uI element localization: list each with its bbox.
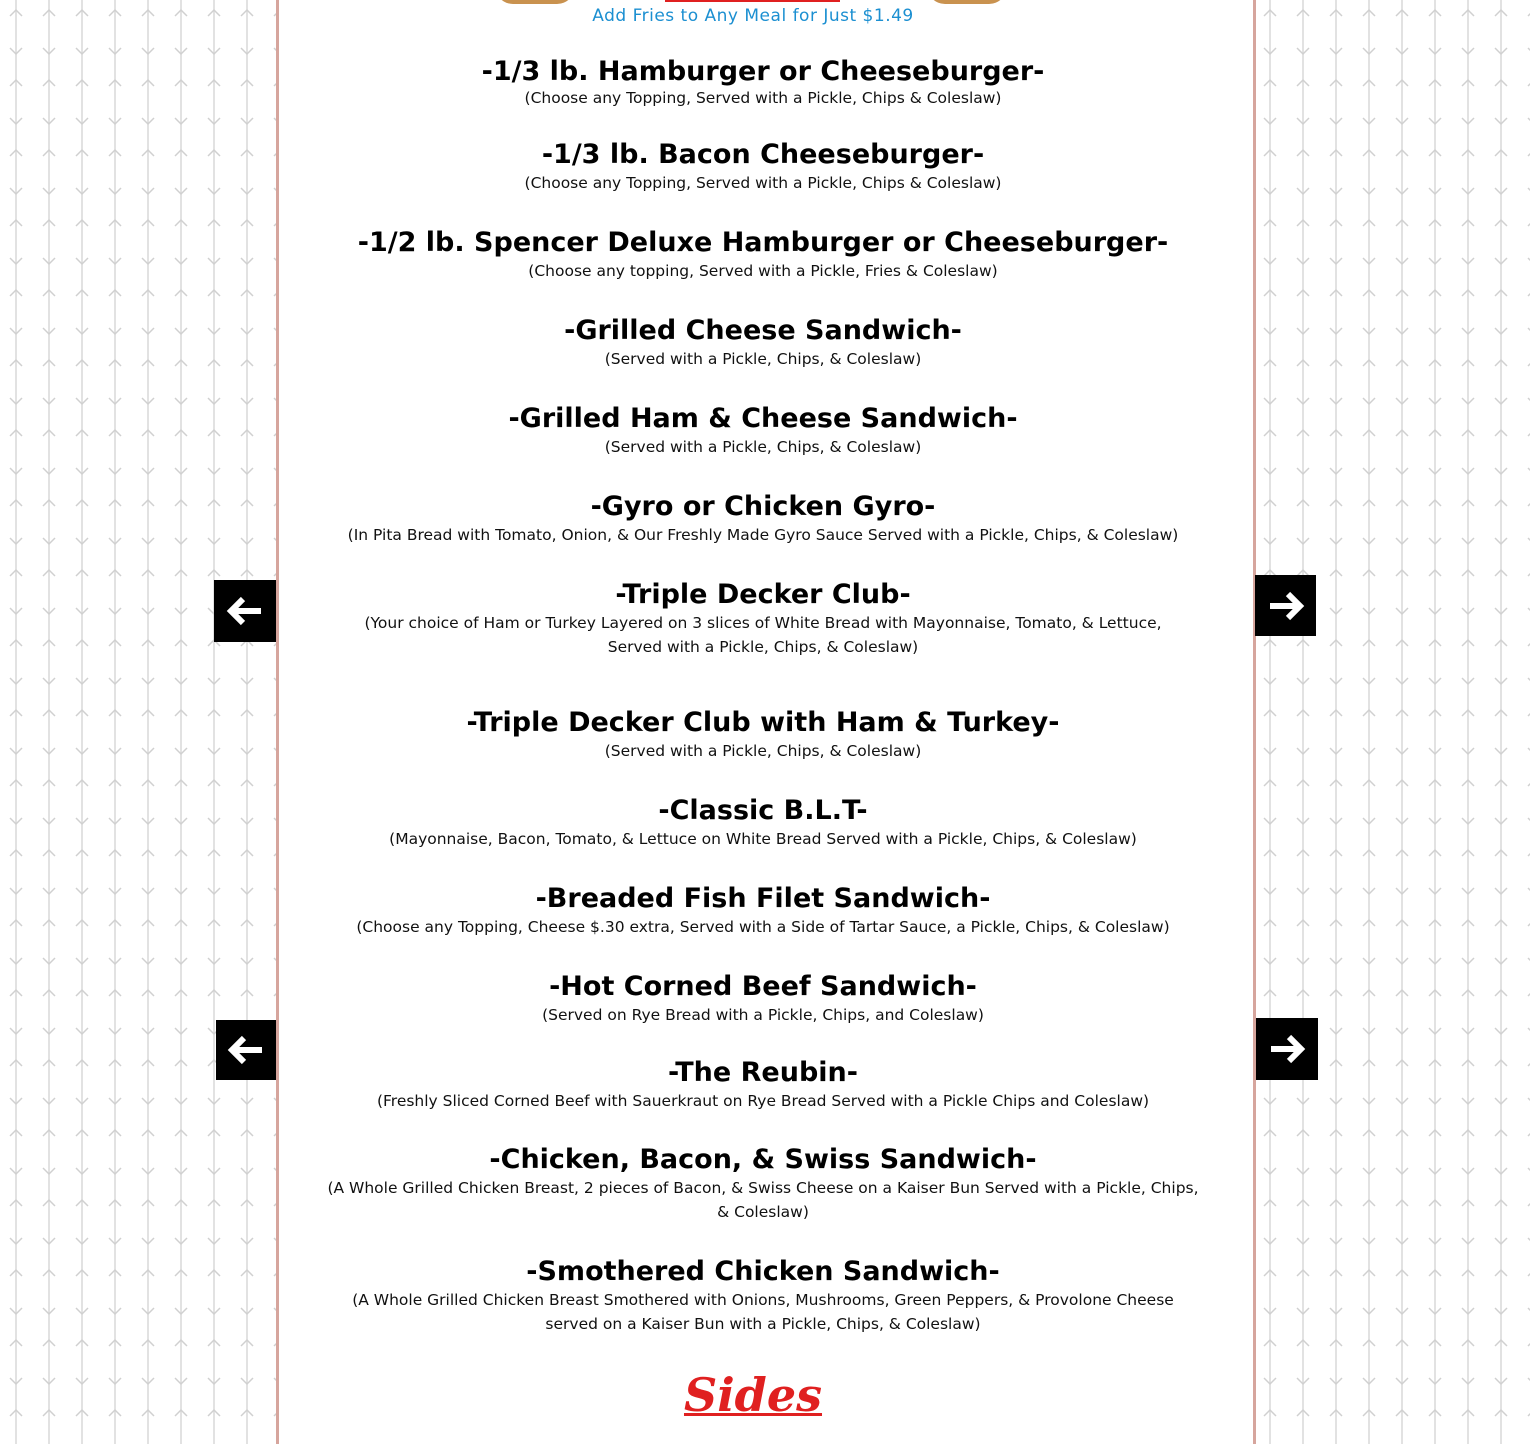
- arrow-left-icon: [226, 1034, 266, 1066]
- menu-item-description: (A Whole Grilled Chicken Breast, 2 pieces of Bacon, & Swiss Cheese on a Kaiser Bun Served with a Pickle, Chips, & Coleslaw): [327, 1179, 1199, 1221]
- menu-item-description: (A Whole Grilled Chicken Breast Smothered with Onions, Mushrooms, Green Peppers, & Provolone Cheese served on a Kaiser Bun with a Pickle, Chips, & Coleslaw): [352, 1291, 1174, 1333]
- arrow-right-icon: [1266, 590, 1306, 622]
- menu-item-name: -The Reubin-: [668, 1057, 858, 1088]
- menu-item-description: (Served with a Pickle, Chips, & Coleslaw): [604, 742, 922, 760]
- menu-item: [279, 1057, 1247, 1113]
- burger-bun-image: [927, 0, 1007, 4]
- next-slide-button[interactable]: [1256, 1018, 1318, 1080]
- menu-item-name: -Triple Decker Club-: [615, 579, 911, 610]
- menu-item-name: -Hot Corned Beef Sandwich-: [549, 971, 977, 1002]
- prev-slide-button[interactable]: [216, 1020, 276, 1080]
- menu-item-name: -1/2 lb. Spencer Deluxe Hamburger or Cheeseburger-: [357, 227, 1169, 258]
- menu-item-name: -1/3 lb. Hamburger or Cheeseburger-: [481, 56, 1045, 87]
- menu-item-name: -Smothered Chicken Sandwich-: [526, 1256, 1000, 1287]
- prev-slide-button[interactable]: [214, 580, 276, 642]
- next-slide-button[interactable]: [1255, 575, 1316, 636]
- menu-item: [279, 403, 1247, 459]
- menu-item-name: -Chicken, Bacon, & Swiss Sandwich-: [489, 1144, 1037, 1175]
- menu-item: [279, 795, 1247, 851]
- menu-item: [279, 491, 1247, 547]
- menu-item: [279, 315, 1247, 371]
- menu-panel: [276, 0, 1256, 1444]
- menu-item-description: (Served with a Pickle, Chips, & Coleslaw): [604, 438, 922, 456]
- menu-item-description: (Choose any topping, Served with a Pickle, Fries & Coleslaw): [528, 262, 998, 280]
- menu-item: [279, 579, 1247, 659]
- menu-item-description: (Freshly Sliced Corned Beef with Sauerkraut on Rye Bread Served with a Pickle Chips and Coleslaw): [376, 1092, 1150, 1110]
- menu-item: [279, 883, 1247, 939]
- menu-item: [279, 1144, 1247, 1224]
- background-pattern-left: [0, 0, 276, 1444]
- menu-item-name: -Grilled Cheese Sandwich-: [564, 315, 962, 346]
- menu-item-name: -Gyro or Chicken Gyro-: [590, 491, 936, 522]
- arrow-left-icon: [225, 595, 265, 627]
- sides-heading: Sides: [683, 1368, 823, 1422]
- menu-item: [279, 707, 1247, 763]
- arrow-pattern-icon: [1254, 0, 1530, 1444]
- menu-item-description: (In Pita Bread with Tomato, Onion, & Our Freshly Made Gyro Sauce Served with a Pickle, Chips, & Coleslaw): [347, 526, 1179, 544]
- menu-item-description: (Your choice of Ham or Turkey Layered on 3 slices of White Bread with Mayonnaise, Tomato, & Lettuce, Served with a Pickle, Chips, & Coleslaw): [364, 614, 1162, 656]
- menu-item-description: (Choose any Topping, Served with a Pickle, Chips & Coleslaw): [524, 89, 1002, 107]
- menu-item-name: -1/3 lb. Bacon Cheeseburger-: [541, 139, 985, 170]
- fries-promo-text: Add Fries to Any Meal for Just $1.49: [592, 6, 914, 26]
- background-pattern-right: [1254, 0, 1530, 1444]
- menu-item-name: -Breaded Fish Filet Sandwich-: [535, 883, 991, 914]
- burger-bun-image: [495, 0, 575, 4]
- menu-item: [279, 139, 1247, 195]
- menu-item-description: (Choose any Topping, Cheese $.30 extra, Served with a Side of Tartar Sauce, a Pickle, Chips, & Coleslaw): [356, 918, 1170, 936]
- menu-item: [279, 971, 1247, 1027]
- section-title-fragment: [665, 0, 840, 2]
- menu-item-description: (Mayonnaise, Bacon, Tomato, & Lettuce on White Bread Served with a Pickle, Chips, & Coleslaw): [389, 830, 1137, 848]
- menu-item: [279, 227, 1247, 283]
- menu-item: [279, 56, 1247, 110]
- menu-item-description: (Choose any Topping, Served with a Pickle, Chips & Coleslaw): [524, 174, 1002, 192]
- menu-item-name: -Grilled Ham & Cheese Sandwich-: [508, 403, 1018, 434]
- arrow-right-icon: [1267, 1033, 1307, 1065]
- menu-item-name: -Triple Decker Club with Ham & Turkey-: [466, 707, 1060, 738]
- menu-item: [279, 1256, 1247, 1336]
- arrow-pattern-icon: [0, 0, 276, 1444]
- menu-item-name: -Classic B.L.T-: [658, 795, 868, 826]
- menu-item-description: (Served with a Pickle, Chips, & Coleslaw): [604, 350, 922, 368]
- menu-item-description: (Served on Rye Bread with a Pickle, Chips, and Coleslaw): [542, 1006, 984, 1024]
